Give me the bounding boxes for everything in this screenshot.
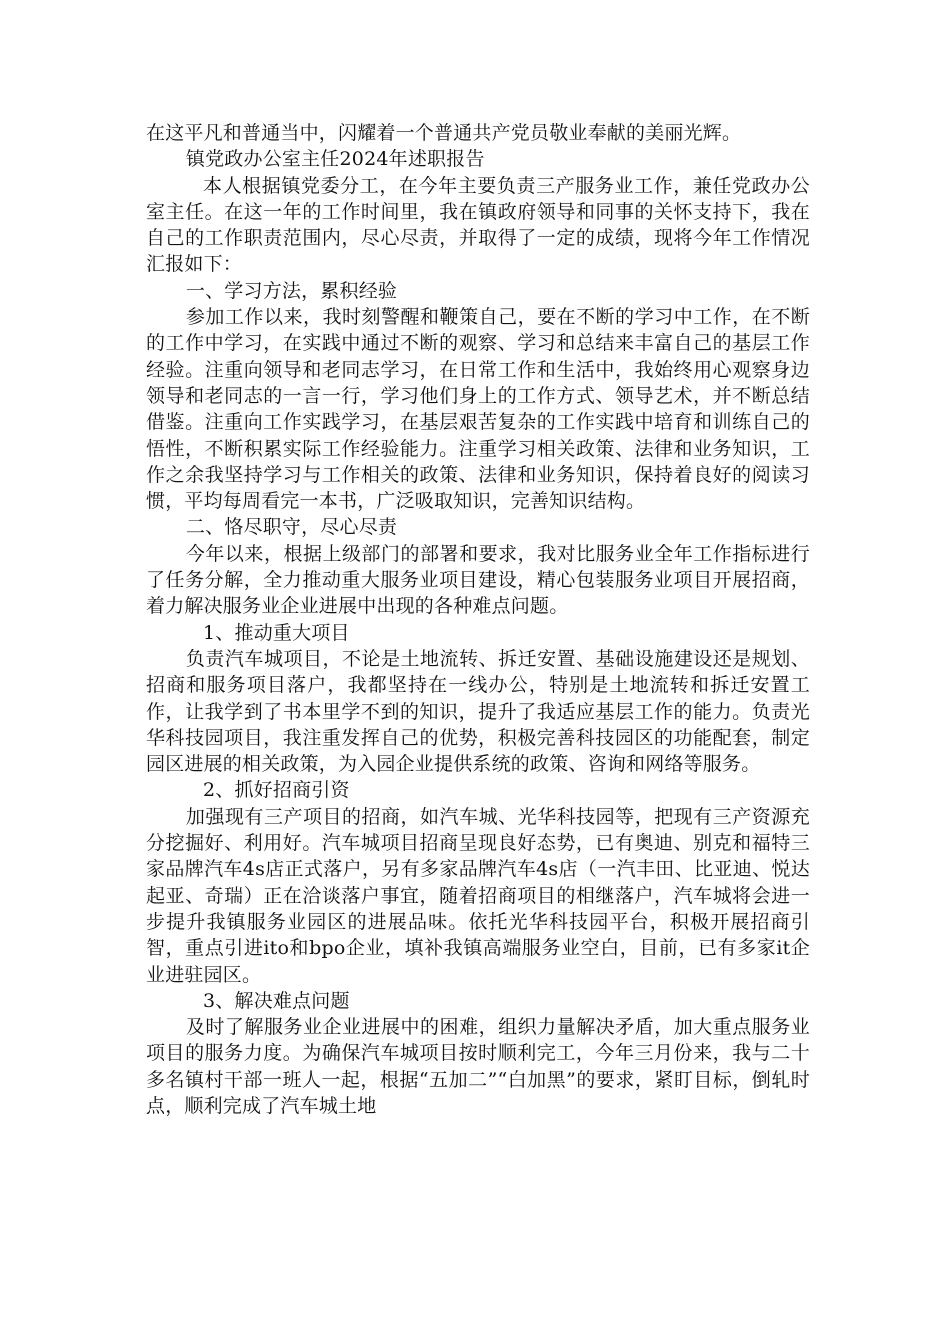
subsection3-heading: 3、解决难点问题 bbox=[203, 989, 350, 1012]
section1-paragraph: 参加工作以来，我时刻警醒和鞭策自己，要在不断的学习中工作，在不断的工作中学习，在实践中通过不断的观察、学习和总结来丰富自己的基层工作经验。注重向领导和老同志学习，在日常工作和生活中，我始终用心观察身边领导和老同志的一言一行，学习他们身上的工作方式、领导艺术，并不断总结借鉴。注重向工作实践学习，在基层艰苦复杂的工作实践中培育和训练自己的悟性，不断积累实际工作经验能力。注重学习相关政策、法律和业务知识，工作之余我坚持学习与工作相关的政策、法律和业务知识，保持着良好的阅读习惯，平均每周看完一本书，广泛吸取知识，完善知识结构。 bbox=[146, 306, 810, 513]
continuation-paragraph: 在这平凡和普通当中，闪耀着一个普通共产党员敬业奉献的美丽光辉。 bbox=[146, 122, 742, 144]
section1-heading: 一、学习方法，累积经验 bbox=[185, 279, 398, 302]
report-title: 镇党政办公室主任2024年述职报告 bbox=[185, 148, 485, 171]
subsection3-paragraph: 及时了解服务业企业进展中的困难，组织力量解决矛盾，加大重点服务业项目的服务力度。为确保汽车城项目按时顺利完工，今年三月份来，我与二十多名镇村干部一班人一起，根据“五加二”“白加黑”的要求，紧盯目标，倒轧时点，顺利完成了汽车城土地 bbox=[146, 1016, 810, 1117]
intro-paragraph: 本人根据镇党委分工，在今年主要负责三产服务业工作，兼任党政办公室主任。在这一年的工作时间里，我在镇政府领导和同事的关怀支持下，我在自己的工作职责范围内，尽心尽责，并取得了一定的成绩，现将今年工作情况汇报如下： bbox=[146, 174, 810, 276]
document-page bbox=[146, 120, 810, 1119]
subsection1-paragraph: 负责汽车城项目，不论是土地流转、拆迁安置、基础设施建设还是规划、招商和服务项目落户，我都坚持在一线办公，特别是土地流转和拆迁安置工作，让我学到了书本里学不到的知识，提升了我适应基层工作的能力。负责光华科技园项目，我注重发挥自己的优势，积极完善科技园区的功能配套，制定园区进展的相关政策，为入园企业提供系统的政策、咨询和网络等服务。 bbox=[146, 647, 810, 776]
section2-heading: 二、恪尽职守，尽心尽责 bbox=[185, 516, 398, 539]
subsection1-heading: 1、推动重大项目 bbox=[203, 621, 350, 644]
subsection2-paragraph: 加强现有三产项目的招商，如汽车城、光华科技园等，把现有三产资源充分挖掘好、利用好。汽车城项目招商呈现良好态势，已有奥迪、别克和福特三家品牌汽车4s店正式落户，另有多家品牌汽车4s店（一汽丰田、比亚迪、悦达起亚、奇瑞）正在洽谈落户事宜，随着招商项目的相继落户，汽车城将会进一步提升我镇服务业园区的进展品味。依托光华科技园平台，积极开展招商引智，重点引进ito和bpo企业，填补我镇高端服务业空白，目前，已有多家it企业进驻园区。 bbox=[146, 805, 810, 986]
section2-paragraph: 今年以来，根据上级部门的部署和要求，我对比服务业全年工作指标进行了任务分解，全力推动重大服务业项目建设，精心包装服务业项目开展招商，着力解决服务业企业进展中出现的各种难点问题。 bbox=[146, 542, 810, 618]
subsection2-heading: 2、抓好招商引资 bbox=[203, 779, 350, 802]
